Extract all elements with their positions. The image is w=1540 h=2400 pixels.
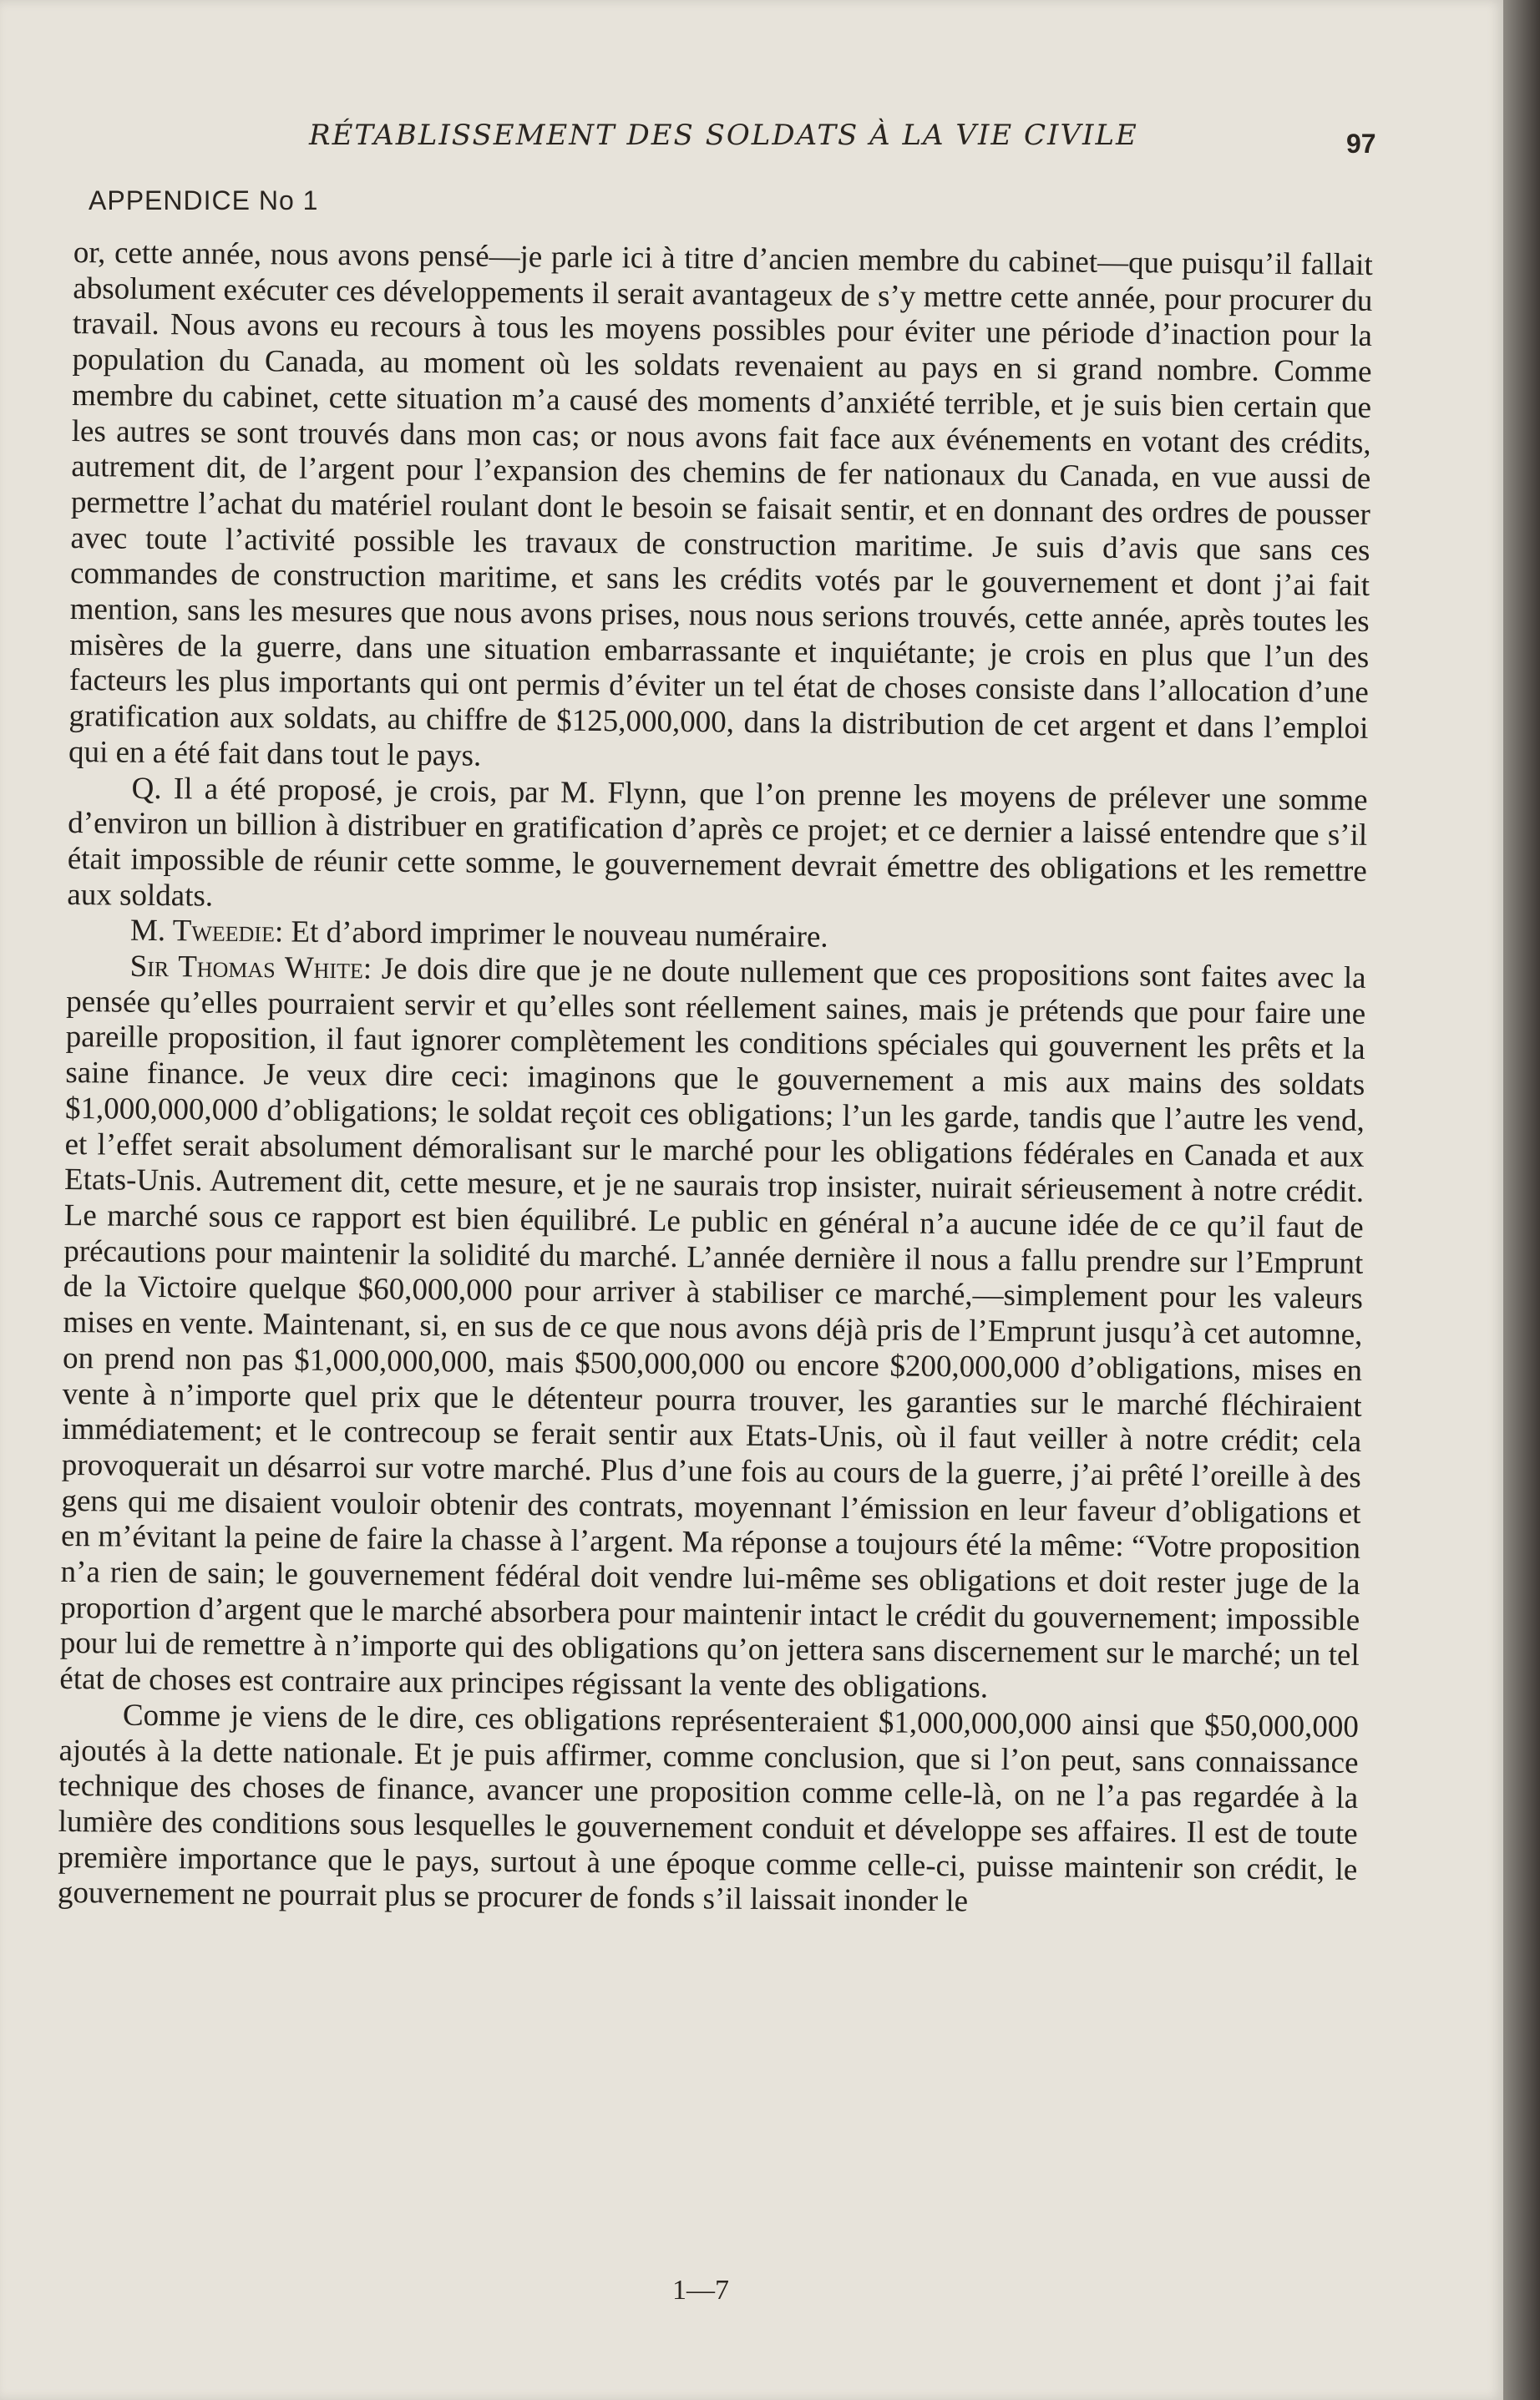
speech-text: : Et d’abord imprimer le nouveau numéraire. — [274, 914, 828, 955]
paragraph-2: Q. Il a été proposé, je crois, par M. Flynn, que l’on prenne les moyens de prélever une somme d’environ un billion à distribuer en gratification d’après ce projet; et ce dernier a laissé entendre que s’il était impossible de réunir cette somme, le gouvernement devrait émettre des obligations et les remettre aux soldats. — [67, 771, 1368, 914]
appendix-label: APPENDICE No 1 — [89, 185, 319, 215]
speech-text: : Je dois dire que je ne doute nullement que ces propositions sont faites avec la pensée qu’elles pourraient servir et qu’elles sont réellement saines, mais je prétends que pour faire une pareille proposition, il faut ignorer complètement les conditions spéciales qui gouvernent les prêts et la saine finance. Je veux dire ceci: imaginons que le gouvernement a mis aux mains des soldats $1,000,000,000 d’obligations; le soldat reçoit ces obligations; l’un les garde, tandis que l’autre les vend, et l’effet serait absolument démoralisant sur le marché pour les obligations fédérales en Canada et aux Etats-Unis. Autrement dit, cette mesure, et je ne saurais trop insister, nuirait sérieusement à notre crédit. Le marché sous ce rapport est bien équilibré. Le public en général n’a aucune idée de ce qu’il faut de précautions pour maintenir la solidité du marché. L’année dernière il nous a fallu prendre sur l’Emprunt de la Victoire quelque $60,000,000 pour arriver à stabiliser ce marché,—simplement pour les valeurs mises en vente. Maintenant, si, en sus de ce que nous avons déjà pris de l’Emprunt jusqu’à cet automne, on prend non pas $1,000,000,000, mais $500,000,000 ou encore $200,000,000 d’obligations, mises en vente à n’importe quel prix que le détenteur pourra trouver, les garanties sur le marché fléchiraient immédiatement; et le contrecoup se ferait sentir aux Etats-Unis, où il faut veiller à notre crédit; cela provoquerait un désarroi sur votre marché. Plus d’une fois au cours de la guerre, j’ai prêté l’oreille à des gens qui me disaient vouloir obtenir des contrats, moyennant l’émission en leur faveur d’obligations et en m’évitant la peine de faire la chasse à l’argent. Ma réponse a toujours été la même: “Votre proposition n’a rien de sain; le gouvernement fédéral doit vendre lui-même ses obligations et doit rester juge de la proportion d’argent que le marché absorbera pour maintenir intact le crédit du gouvernement; impossible pour lui de remettre à n’importe qui des obligations qu’on jettera sans discernement sur le marché; un tel état de choses est contraire aux principes régissant la vente des obligations. — [59, 951, 1366, 1705]
speaker-name: Sir Thomas White — [129, 949, 364, 986]
paragraph-1: or, cette année, nous avons pensé—je parle ici à titre d’ancien membre du cabinet—que puisqu’il fallait absolument exécuter ces développements il serait avantageux de s’y mettre cette année, pour procurer du travail. Nous avons eu recours à tous les moyens possibles pour éviter une période d’inaction pour la population du Canada, au moment où les soldats revenaient au pays en si grand nombre. Comme membre du cabinet, cette situation m’a causé des moments d’anxiété terrible, et je suis bien certain que les autres se sont trouvés dans mon cas; or nous avons fait face aux événements en votant des crédits, autrement dit, de l’argent pour l’expansion des chemins de fer nationaux du Canada, en vue aussi de permettre l’achat du matériel roulant dont le besoin se faisait sentir, et en donnant des ordres de pousser avec toute l’activité possible les travaux de construction maritime. Je suis d’avis que sans ces commandes de construction maritime, et sans les crédits votés par le gouvernement et dont j’ai fait mention, sans les mesures que nous avons prises, nous nous serions trouvés, cette année, après toutes les misères de la guerre, dans une situation embarrassante et inquiétante; je crois en plus que l’un des facteurs les plus importants qui ont permis d’éviter un tel état de choses consiste dans l’allocation d’une gratification aux soldats, au chiffre de $125,000,000, dans la distribution de cet argent et dans l’emploi qui en a été fait dans tout le pays. — [68, 235, 1373, 773]
signature-mark: 1—7 — [672, 2275, 729, 2306]
speaker-name: M. Tweedie — [129, 914, 276, 949]
running-title: RÉTABLISSEMENT DES SOLDATS À LA VIE CIVILE — [309, 119, 1138, 152]
page-number: 97 — [1346, 129, 1376, 159]
page-edge-shadow — [1503, 0, 1540, 2400]
body-text — [58, 235, 1373, 1924]
paragraph-5: Comme je viens de le dire, ces obligations représenteraient $1,000,000,000 ainsi que $50,000,000 ajoutés à la dette nationale. Et je puis affirmer, comme conclusion, que si l’on peut, sans connaissance technique des choses de finance, avancer une proposition comme celle-là, on ne l’a pas regardée à la lumière des conditions sous lesquelles le gouvernement conduit et développe ses affaires. Il est de toute première importance que le pays, surtout à une époque comme celle-ci, puisse maintenir son crédit, le gouvernement ne pourrait plus se procurer de fonds s’il laissait inonder le — [57, 1698, 1360, 1919]
paragraph-4 — [59, 949, 1366, 1710]
